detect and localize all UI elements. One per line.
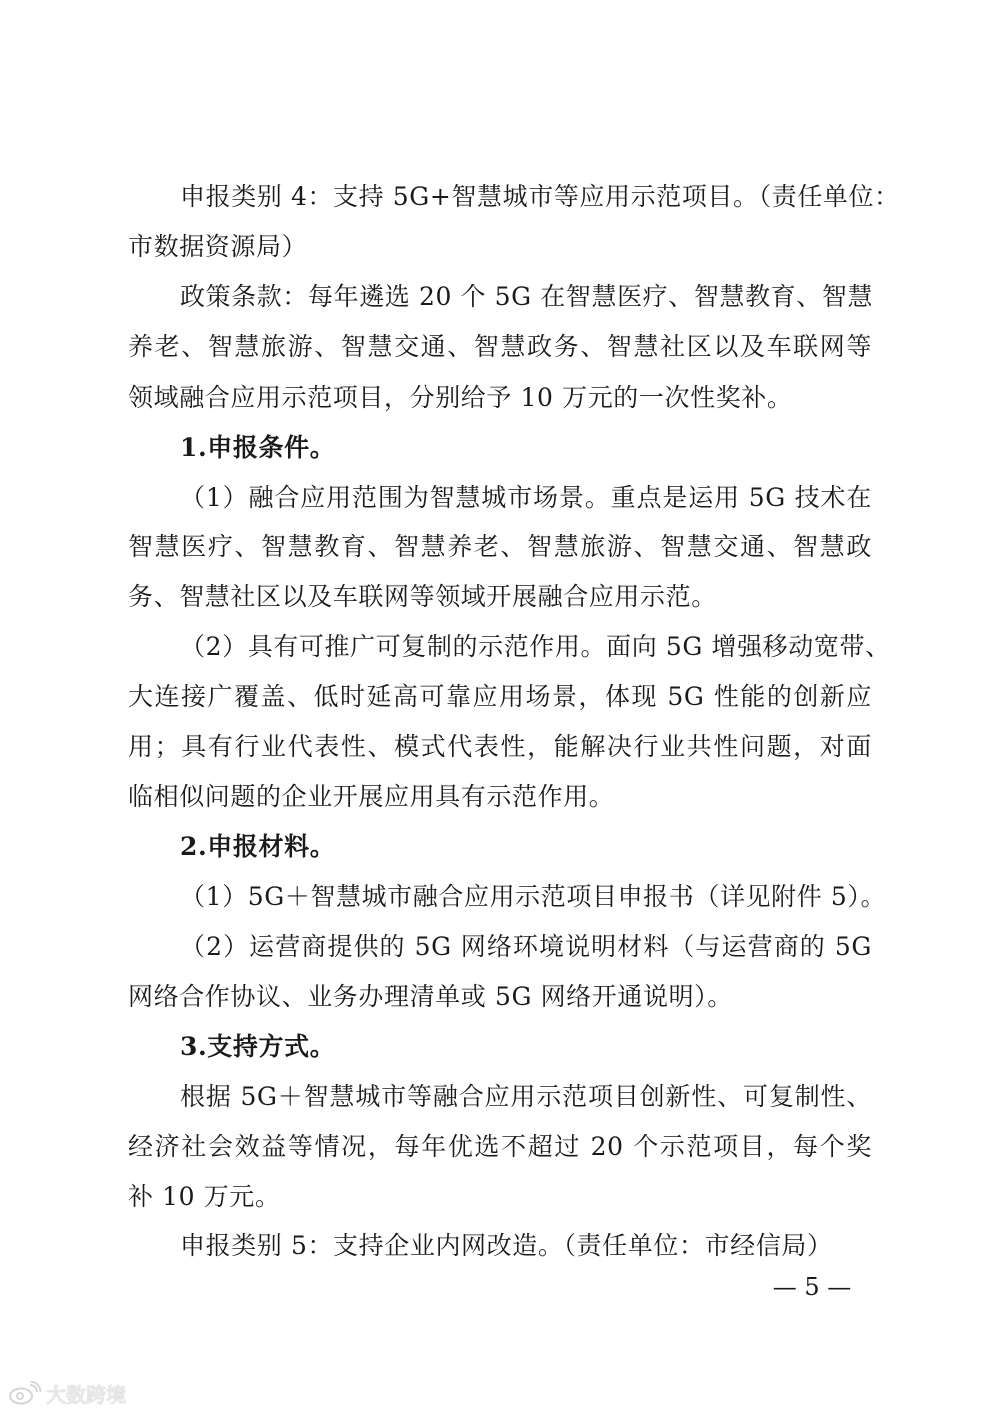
text-line: 根据 5G＋智慧城市等融合应用示范项目创新性、可复制性、 [180, 1082, 872, 1111]
section-heading: 1.申报条件。 [180, 433, 336, 462]
text-line: （2）具有可推广可复制的示范作用。面向 5G 增强移动宽带、 [180, 632, 891, 661]
page-number: — 5 — [772, 1273, 852, 1301]
text-line: 大连接广覆盖、低时延高可靠应用场景，体现 5G 性能的创新应 [128, 682, 872, 711]
text-line: 智慧医疗、智慧教育、智慧养老、智慧旅游、智慧交通、智慧政 [128, 532, 872, 561]
text-line: 补 10 万元。 [128, 1182, 281, 1211]
text-line: 政策条款：每年遴选 20 个 5G 在智慧医疗、智慧教育、智慧 [180, 282, 874, 311]
text-line: 用；具有行业代表性、模式代表性，能解决行业共性问题，对面 [128, 732, 872, 761]
text-line: 养老、智慧旅游、智慧交通、智慧政务、智慧社区以及车联网等 [128, 332, 872, 361]
text-line: 领域融合应用示范项目，分别给予 10 万元的一次性奖补。 [128, 383, 793, 412]
text-line: 务、智慧社区以及车联网等领域开展融合应用示范。 [128, 582, 717, 611]
text-line: （2）运营商提供的 5G 网络环境说明材料（与运营商的 5G [180, 932, 872, 961]
text-line: 经济社会效益等情况，每年优选不超过 20 个示范项目，每个奖 [128, 1132, 872, 1161]
section-heading: 2.申报材料。 [180, 832, 336, 861]
weibo-logo-icon [8, 1381, 42, 1405]
text-line: （1）5G＋智慧城市融合应用示范项目申报书（详见附件 5）。 [180, 882, 887, 911]
text-line: 申报类别 5：支持企业内网改造。（责任单位：市经信局） [180, 1231, 833, 1260]
text-line: 网络合作协议、业务办理清单或 5G 网络开通说明）。 [128, 982, 733, 1011]
text-line: 申报类别 4：支持 5G+智慧城市等应用示范项目。（责任单位： [180, 182, 900, 211]
text-line: （1）融合应用范围为智慧城市场景。重点是运用 5G 技术在 [180, 483, 872, 512]
text-line: 市数据资源局） [128, 232, 308, 261]
section-heading: 3.支持方式。 [180, 1032, 336, 1061]
watermark [8, 1378, 126, 1408]
watermark-text: 大数跨境 [46, 1382, 126, 1407]
text-line: 临相似问题的企业开展应用具有示范作用。 [128, 782, 615, 811]
